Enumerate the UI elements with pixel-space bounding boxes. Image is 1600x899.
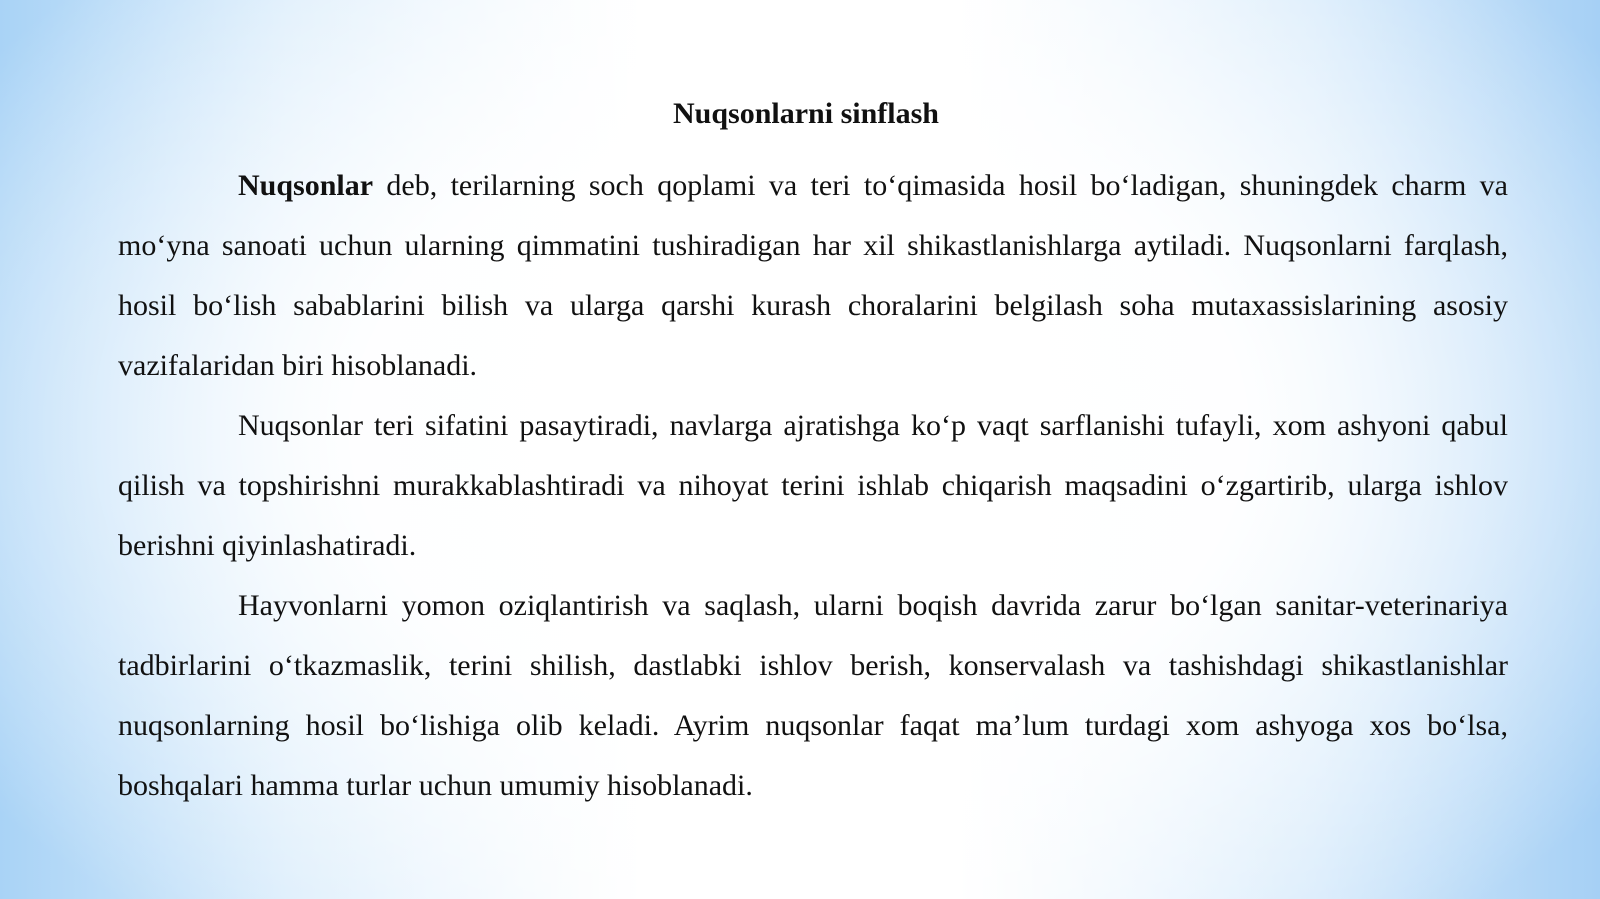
paragraph-2 bbox=[118, 396, 1508, 576]
slide-body bbox=[118, 156, 1508, 816]
slide-title: Nuqsonlarni sinflash bbox=[673, 97, 939, 130]
paragraph-3-text: Hayvonlarni yomon oziqlantirish va saqlash, ularni boqish davrida zarur bo‘lgan sanitar-veterinariya tadbirlarini o‘tkazmaslik, terini shilish, dastlabki ishlov berish, konservalash va tashishdagi shikastlanishlar nuqsonlarning hosil bo‘lishiga olib keladi. Ayrim nuqsonlar faqat ma’lum turdagi xom ashyoga xos bo‘lsa, boshqalari hamma turlar uchun umumiy hisoblanadi. bbox=[118, 589, 1508, 802]
paragraph-3 bbox=[118, 576, 1508, 816]
paragraph-1 bbox=[118, 156, 1508, 396]
paragraph-2-text: Nuqsonlar teri sifatini pasaytiradi, navlarga ajratishga ko‘p vaqt sarflanishi tufayli, xom ashyoni qabul qilish va topshirishni murakkablashtiradi va nihoyat terini ishlab chiqarish maqsadini o‘zgartirib, ularga ishlov berishni qiyinlashatiradi. bbox=[118, 409, 1508, 562]
paragraph-1-text: deb, terilarning soch qoplami va teri to‘qimasida hosil bo‘ladigan, shuningdek charm va mo‘yna sanoati uchun ularning qimmatini tushiradigan har xil shikastlanishlarga aytiladi. Nuqsonlarni farqlash, hosil bo‘lish sabablarini bilish va ularga qarshi kurash choralarini belgilash soha mutaxassislarining asosiy vazifalaridan biri hisoblanadi. bbox=[118, 169, 1508, 382]
paragraph-1-term: Nuqsonlar bbox=[238, 169, 374, 202]
